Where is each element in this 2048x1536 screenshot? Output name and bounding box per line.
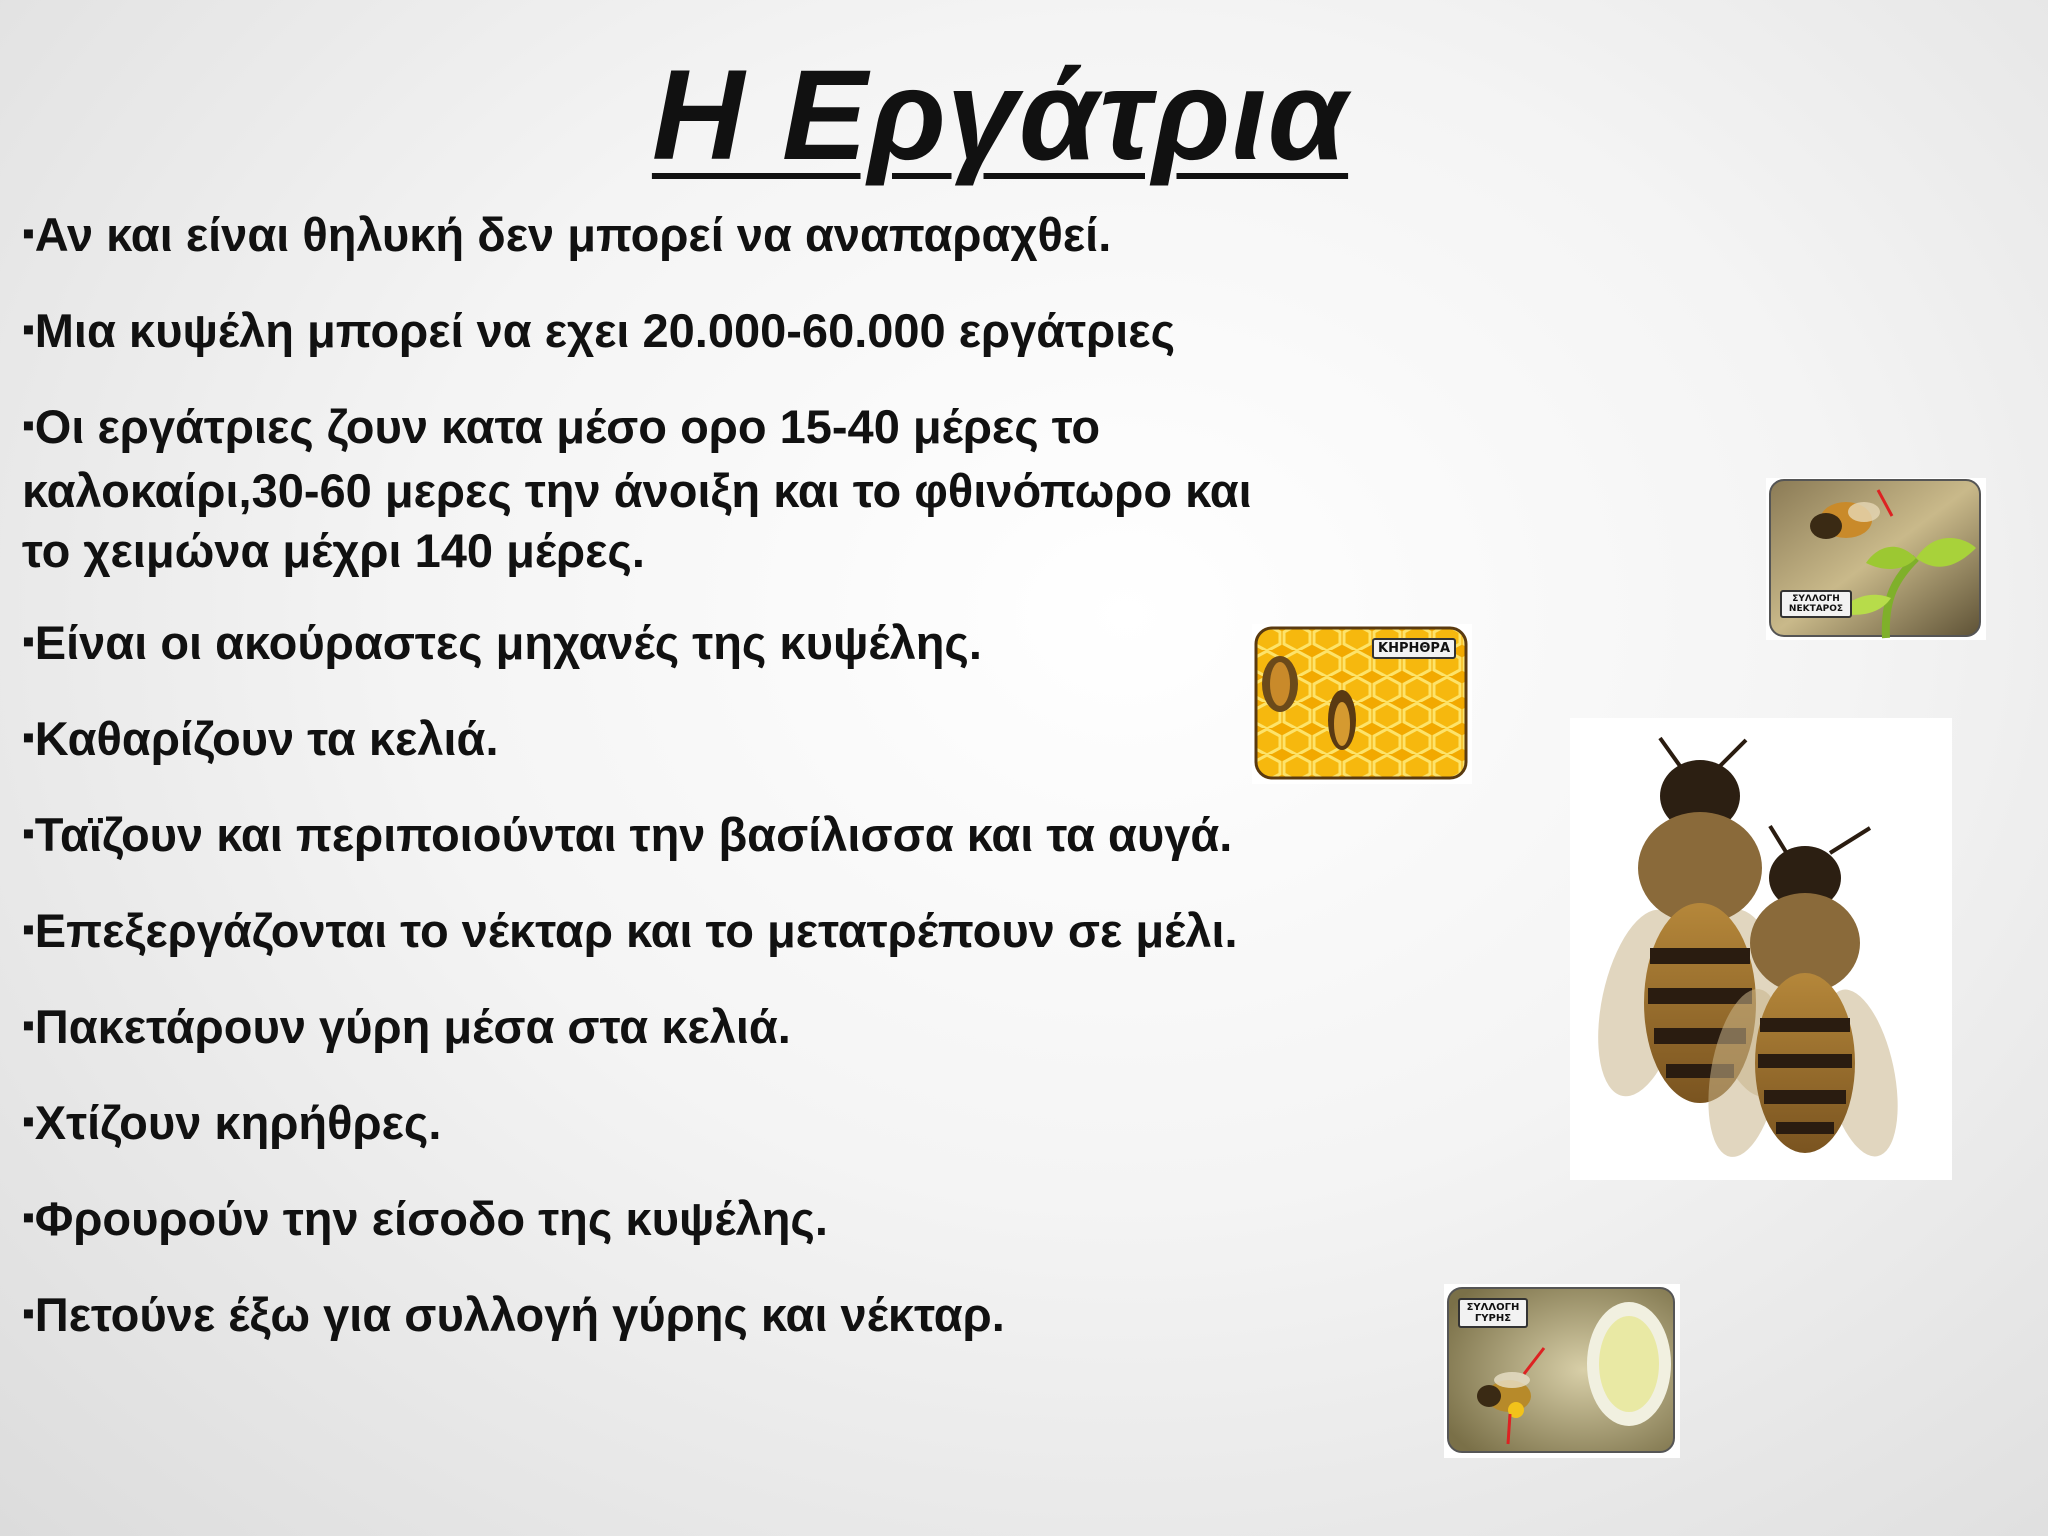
worker-bees-image — [1570, 718, 1952, 1180]
pollen-label: ΣΥΛΛΟΓΗ ΓΥΡΗΣ — [1458, 1298, 1528, 1328]
bullet-item: ▪ Αν και είναι θηλυκή δεν μπορεί να αναπαραχθεί. — [22, 205, 1272, 269]
honeycomb-image — [1252, 624, 1472, 784]
bullet-item: ▪ Φρουρούν την είσοδο της κυψέλης. — [22, 1189, 1272, 1253]
bullet-item: ▪ Επεξεργάζονται το νέκταρ και το μετατρέπουν σε μέλι. — [22, 901, 1272, 965]
pollen-collection-image — [1444, 1284, 1680, 1458]
bullet-list — [22, 205, 1272, 1381]
nectar-collection-image — [1766, 478, 1986, 640]
bullet-item: ▪ Χτίζουν κηρήθρες. — [22, 1093, 1272, 1157]
nectar-label: ΣΥΛΛΟΓΗ ΝΕΚΤΑΡΟΣ — [1780, 590, 1852, 618]
bullet-item: ▪ Είναι οι ακούραστες μηχανές της κυψέλης. — [22, 613, 1272, 677]
bullet-item: ▪ Καθαρίζουν τα κελιά. — [22, 709, 1272, 773]
honeycomb-label: ΚΗΡΗΘΡΑ — [1372, 638, 1456, 659]
bullet-item: ▪ Πακετάρουν γύρη μέσα στα κελιά. — [22, 997, 1272, 1061]
bullet-item: ▪ Οι εργάτριες ζουν κατα μέσο ορο 15-40 μέρες το καλοκαίρι,30-60 μερες την άνοιξη και το φθινόπωρο και το χειμώνα μέχρι 140 μέρες. — [22, 397, 1272, 581]
bullet-item: ▪ Ταϊζουν και περιποιούνται την βασίλισσα και τα αυγά. — [22, 805, 1272, 869]
slide-title: Η Εργάτρια — [651, 44, 1349, 187]
bullet-item: ▪ Μια κυψέλη μπορεί να εχει 20.000-60.000 εργάτριες — [22, 301, 1272, 365]
bullet-item: ▪ Πετούνε έξω για συλλογή γύρης και νέκταρ. — [22, 1285, 1272, 1349]
